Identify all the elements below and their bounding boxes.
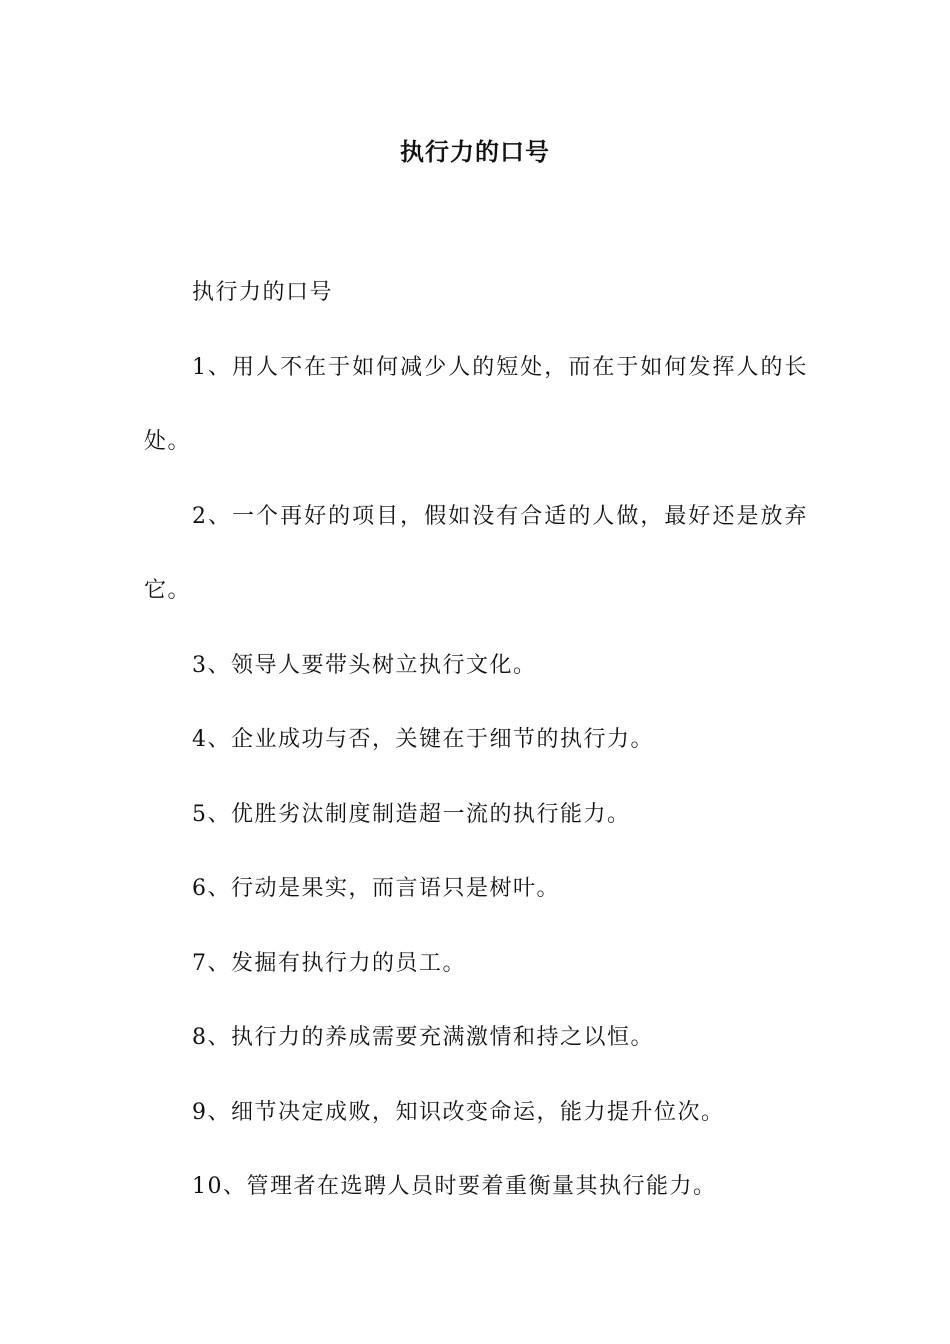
paragraph-item-7: 7、发掘有执行力的员工。 [192, 950, 466, 976]
paragraph-item-9: 9、细节决定成败，知识改变命运，能力提升位次。 [192, 1099, 725, 1125]
paragraph-item-10: 10、管理者在选聘人员时要着重衡量其执行能力。 [192, 1174, 717, 1199]
paragraph-item-6: 6、行动是果实，而言语只是树叶。 [192, 876, 560, 901]
paragraph-item-3: 3、领导人要带头树立执行文化。 [192, 652, 537, 678]
paragraph-heading: 执行力的口号 [192, 280, 334, 305]
paragraph-item-2: 2、一个再好的项目，假如没有合适的人做，最好还是放弃它。 [144, 503, 808, 603]
paragraph-item-5: 5、优胜劣汰制度制造超一流的执行能力。 [192, 801, 631, 827]
document-title: 执行力的口号 [400, 137, 550, 166]
document-body [144, 256, 808, 1225]
paragraph-item-4: 4、企业成功与否，关键在于细节的执行力。 [192, 727, 654, 752]
paragraph-item-1: 1、用人不在于如何减少人的短处，而在于如何发挥人的长处。 [144, 354, 808, 454]
paragraph-item-8: 8、执行力的养成需要充满激情和持之以恒。 [192, 1025, 654, 1050]
